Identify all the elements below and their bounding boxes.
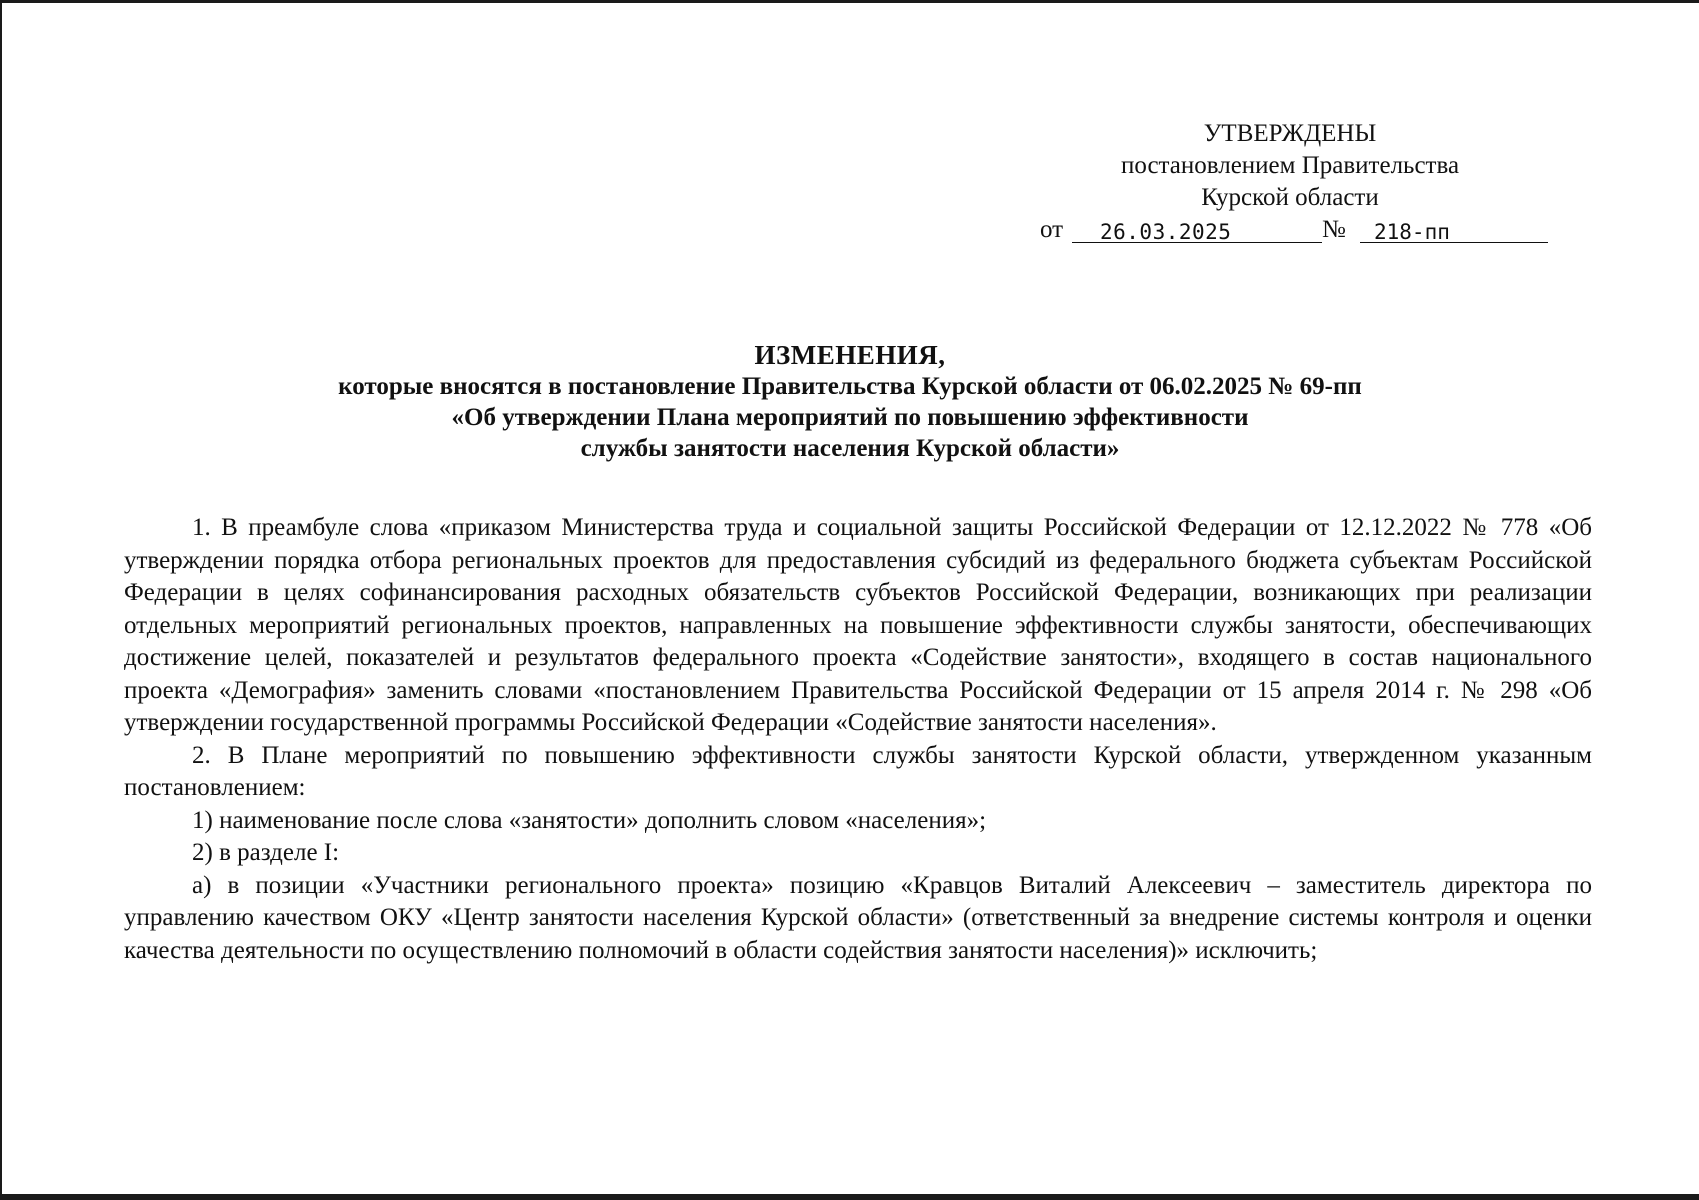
title-line-1: которые вносятся в постановление Правительства Курской области от 06.02.2025 № 69-пп: [338, 373, 1362, 400]
document-title: ИЗМЕНЕНИЯ,: [754, 340, 946, 370]
approval-block: [1040, 118, 1560, 246]
paragraph-4: 2) в разделе I:: [192, 839, 340, 866]
scan-border-left: [0, 0, 2, 1200]
title-block: [120, 340, 1580, 464]
date-value: 26.03.2025: [1100, 220, 1232, 244]
approval-line-1: постановлением Правительства: [1120, 152, 1460, 179]
scan-border-top: [0, 0, 1699, 3]
date-prefix: от: [1040, 216, 1064, 243]
number-prefix: №: [1322, 216, 1346, 243]
approval-date-row: [1040, 214, 1560, 246]
approval-heading: УТВЕРЖДЕНЫ: [1203, 120, 1377, 147]
document-body: [124, 512, 1592, 967]
number-value: 218-пп: [1374, 220, 1450, 244]
paragraph-1: 1. В преамбуле слова «приказом Министерства труда и социальной защиты Российской Федерации от 12.12.2022 № 778 «Об утверждении порядка отбора региональных проектов для предоставления субсидий из федерального бюджета субъектам Российской Федерации в целях софинансирования расходных обязательств субъектов Российской Федерации, возникающих при реализации отдельных мероприятий региональных проектов, направленных на повышение эффективности службы занятости, обеспечивающих достижение целей, показателей и результатов федерального проекта «Содействие занятости», входящего в состав национального проекта «Демография» заменить словами «постановлением Правительства Российской Федерации от 15 апреля 2014 г. № 298 «Об утверждении государственной программы Российской Федерации «Содействие занятости населения».: [124, 514, 1592, 736]
paragraph-3: 1) наименование после слова «занятости» дополнить словом «населения»;: [192, 806, 987, 834]
title-line-3: службы занятости населения Курской области»: [580, 435, 1120, 462]
approval-line-2: Курской области: [1201, 184, 1379, 211]
scan-border-bottom: [0, 1194, 1699, 1200]
paragraph-2: 2. В Плане мероприятий по повышению эффективности службы занятости Курской области, утвержденном указанным постановлением:: [124, 741, 1592, 801]
paragraph-5: а) в позиции «Участники регионального проекта» позицию «Кравцов Виталий Алексеевич – заместитель директора по управлению качеством ОКУ «Центр занятости населения Курской области» (ответственный за внедрение системы контроля и оценки качества деятельности по осуществлению полномочий в области содействия занятости населения)» исключить;: [124, 871, 1592, 964]
title-line-2: «Об утверждении Плана мероприятий по повышению эффективности: [451, 404, 1249, 431]
